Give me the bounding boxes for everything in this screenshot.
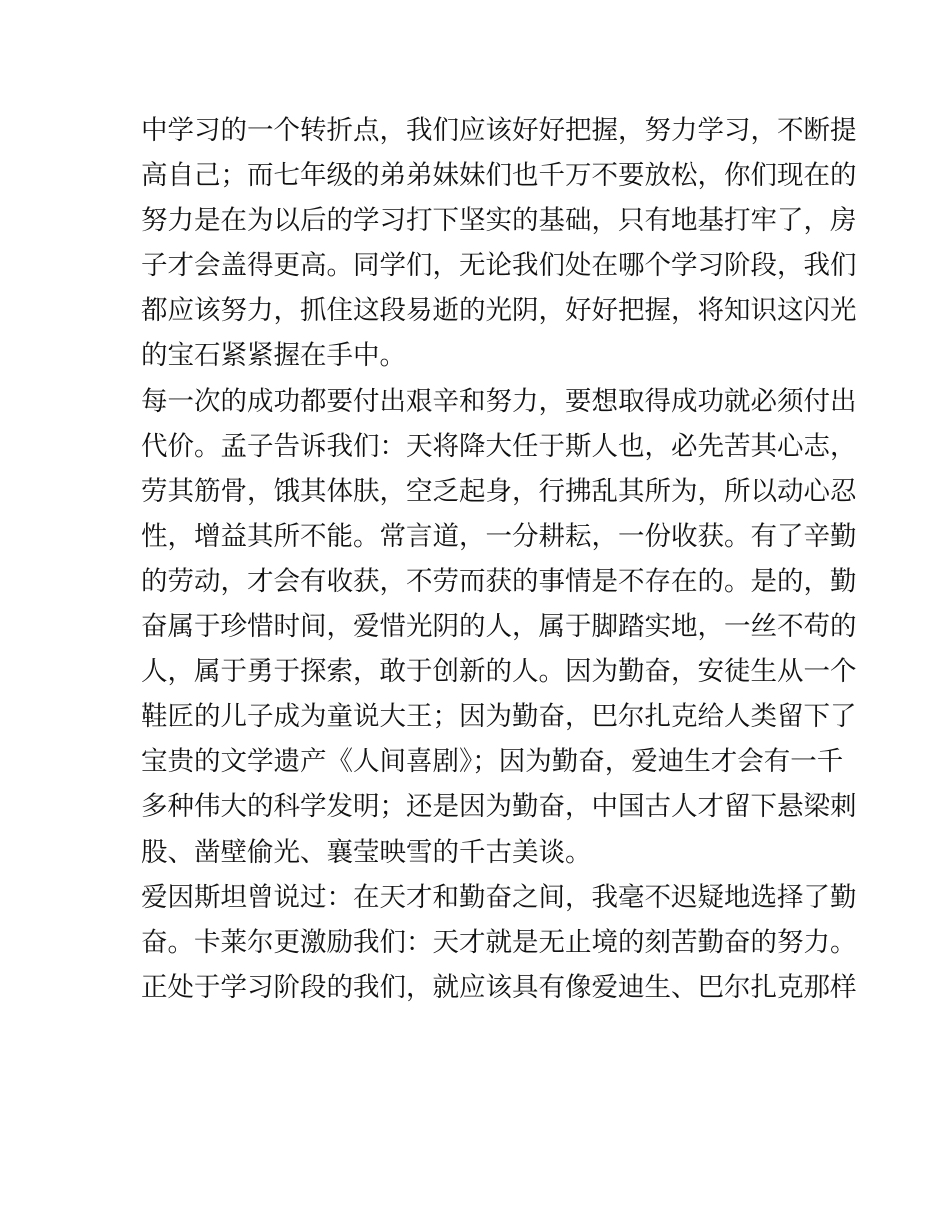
text-line: 人，属于勇于探索，敢于创新的人。因为勤奋，安徒生从一个 <box>141 656 857 688</box>
text-line: 努力是在为以后的学习打下坚实的基础，只有地基打牢了，房 <box>141 205 857 237</box>
text-line: 正处于学习阶段的我们，就应该具有像爱迪生、巴尔扎克那样 <box>141 971 857 1003</box>
text-line: 劳其筋骨，饿其体肤，空乏起身，行拂乱其所为，所以动心忍 <box>141 475 857 507</box>
text-line: 股、凿壁偷光、襄莹映雪的千古美谈。 <box>141 836 592 868</box>
text-line: 每一次的成功都要付出艰辛和努力，要想取得成功就必须付出 <box>141 385 857 417</box>
text-line: 中学习的一个转折点，我们应该好好把握，努力学习，不断提 <box>141 115 857 146</box>
text-line: 奋属于珍惜时间，爱惜光阴的人，属于脚踏实地，一丝不苟的 <box>141 611 857 643</box>
text-line: 的劳动，才会有收获，不劳而获的事情是不存在的。是的，勤 <box>141 565 857 597</box>
text-line: 的宝石紧紧握在手中。 <box>141 340 406 372</box>
text-line: 宝贵的文学遗产《人间喜剧》；因为勤奋，爱迪生才会有一千 <box>141 746 844 778</box>
text-line: 子才会盖得更高。同学们，无论我们处在哪个学习阶段，我们 <box>141 250 857 282</box>
text-line: 高自己；而七年级的弟弟妹妹们也千万不要放松，你们现在的 <box>141 160 857 192</box>
text-line: 多种伟大的科学发明；还是因为勤奋，中国古人才留下悬梁刺 <box>141 791 857 823</box>
text-line: 代价。孟子告诉我们：天将降大任于斯人也，必先苦其心志， <box>141 430 857 462</box>
text-line: 奋。卡莱尔更激励我们：天才就是无止境的刻苦勤奋的努力。 <box>141 926 857 958</box>
text-line: 爱因斯坦曾说过：在天才和勤奋之间，我毫不迟疑地选择了勤 <box>141 881 857 913</box>
text-line: 鞋匠的儿子成为童说大王；因为勤奋，巴尔扎克给人类留下了 <box>141 701 857 733</box>
body-text <box>141 108 857 1010</box>
text-line: 性，增益其所不能。常言道，一分耕耘，一份收获。有了辛勤 <box>141 520 857 552</box>
text-line: 都应该努力，抓住这段易逝的光阴，好好把握，将知识这闪光 <box>141 295 857 327</box>
